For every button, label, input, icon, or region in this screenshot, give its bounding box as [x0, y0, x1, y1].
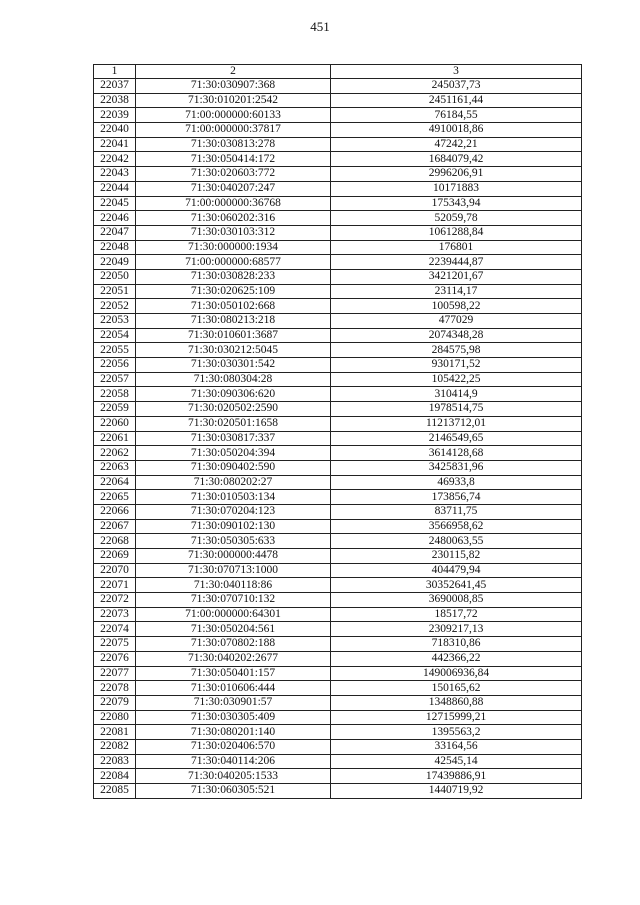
row-number-cell: 22084 — [94, 769, 136, 784]
table-row — [94, 284, 582, 299]
cadastral-value-cell: 175343,94 — [331, 196, 582, 211]
cadastral-value-cell: 442366,22 — [331, 651, 582, 666]
cadastral-number-cell: 71:30:030301:542 — [136, 358, 331, 373]
cadastral-number-cell: 71:30:050204:394 — [136, 446, 331, 461]
cadastral-number-cell: 71:30:080304:28 — [136, 372, 331, 387]
cadastral-value-cell: 3421201,67 — [331, 269, 582, 284]
cadastral-number-cell: 71:30:030817:337 — [136, 431, 331, 446]
table-row — [94, 123, 582, 138]
row-number-cell: 22082 — [94, 739, 136, 754]
cadastral-value-cell: 404479,94 — [331, 563, 582, 578]
cadastral-number-cell: 71:30:050401:157 — [136, 666, 331, 681]
table-row — [94, 431, 582, 446]
cadastral-value-cell: 2996206,91 — [331, 167, 582, 182]
table-body — [94, 65, 582, 799]
row-number-cell: 22054 — [94, 328, 136, 343]
table-row — [94, 387, 582, 402]
cadastral-value-cell: 18517,72 — [331, 607, 582, 622]
table-row — [94, 225, 582, 240]
cadastral-number-cell: 71:30:040114:206 — [136, 754, 331, 769]
cadastral-value-cell: 2451161,44 — [331, 93, 582, 108]
cadastral-number-cell: 71:30:020603:772 — [136, 167, 331, 182]
table-row — [94, 240, 582, 255]
cadastral-value-cell: 2074348,28 — [331, 328, 582, 343]
table-row — [94, 681, 582, 696]
row-number-cell: 22075 — [94, 637, 136, 652]
cadastral-number-cell: 71:30:070710:132 — [136, 593, 331, 608]
cadastral-number-cell: 71:00:000000:37817 — [136, 123, 331, 138]
cadastral-value-cell: 1440719,92 — [331, 784, 582, 799]
table-row — [94, 181, 582, 196]
cadastral-value-cell: 3566958,62 — [331, 519, 582, 534]
cadastral-number-cell: 71:30:030901:57 — [136, 695, 331, 710]
row-number-cell: 22072 — [94, 593, 136, 608]
cadastral-value-cell: 477029 — [331, 314, 582, 329]
row-number-cell: 22078 — [94, 681, 136, 696]
table-row — [94, 725, 582, 740]
row-number-cell: 22040 — [94, 123, 136, 138]
page-number: 451 — [310, 19, 330, 34]
table-row — [94, 255, 582, 270]
table-row — [94, 754, 582, 769]
row-number-cell: 22045 — [94, 196, 136, 211]
cadastral-value-cell: 2239444,87 — [331, 255, 582, 270]
row-number-cell: 22067 — [94, 519, 136, 534]
table-row — [94, 666, 582, 681]
table-row — [94, 108, 582, 123]
cadastral-value-cell: 10171883 — [331, 181, 582, 196]
table-row — [94, 328, 582, 343]
row-number-cell: 22057 — [94, 372, 136, 387]
cadastral-number-cell: 71:30:080202:27 — [136, 475, 331, 490]
table-row — [94, 137, 582, 152]
cadastral-value-cell: 1395563,2 — [331, 725, 582, 740]
cadastral-value-cell: 230115,82 — [331, 549, 582, 564]
cadastral-number-cell: 71:30:020625:109 — [136, 284, 331, 299]
cadastral-number-cell: 71:30:030305:409 — [136, 710, 331, 725]
row-number-cell: 22077 — [94, 666, 136, 681]
cadastral-value-cell: 310414,9 — [331, 387, 582, 402]
table-row — [94, 446, 582, 461]
cadastral-number-cell: 71:30:040202:2677 — [136, 651, 331, 666]
cadastral-value-cell: 42545,14 — [331, 754, 582, 769]
cadastral-number-cell: 71:30:090102:130 — [136, 519, 331, 534]
row-number-cell: 22083 — [94, 754, 136, 769]
cadastral-number-cell: 71:30:070204:123 — [136, 504, 331, 519]
row-number-cell: 22037 — [94, 79, 136, 94]
table-row — [94, 695, 582, 710]
cadastral-value-cell: 173856,74 — [331, 490, 582, 505]
cadastral-value-cell: 46933,8 — [331, 475, 582, 490]
cadastral-value-cell: 100598,22 — [331, 299, 582, 314]
cadastral-value-cell: 83711,75 — [331, 504, 582, 519]
row-number-cell: 22080 — [94, 710, 136, 725]
table-row — [94, 607, 582, 622]
cadastral-value-cell: 150165,62 — [331, 681, 582, 696]
column-header-number: 1 — [94, 65, 136, 79]
row-number-cell: 22073 — [94, 607, 136, 622]
row-number-cell: 22063 — [94, 460, 136, 475]
row-number-cell: 22041 — [94, 137, 136, 152]
row-number-cell: 22058 — [94, 387, 136, 402]
cadastral-value-cell: 2146549,65 — [331, 431, 582, 446]
cadastral-number-cell: 71:30:050414:172 — [136, 152, 331, 167]
row-number-cell: 22079 — [94, 695, 136, 710]
cadastral-value-cell: 1978514,75 — [331, 402, 582, 417]
table-header-row — [94, 65, 582, 79]
cadastral-value-cell: 4910018,86 — [331, 123, 582, 138]
cadastral-number-cell: 71:30:090306:620 — [136, 387, 331, 402]
table-row — [94, 343, 582, 358]
cadastral-value-cell: 105422,25 — [331, 372, 582, 387]
cadastral-number-cell: 71:00:000000:60133 — [136, 108, 331, 123]
cadastral-value-table — [93, 64, 582, 799]
cadastral-value-cell: 284575,98 — [331, 343, 582, 358]
table-row — [94, 784, 582, 799]
row-number-cell: 22046 — [94, 211, 136, 226]
table-row — [94, 93, 582, 108]
table-row — [94, 269, 582, 284]
cadastral-number-cell: 71:30:040205:1533 — [136, 769, 331, 784]
table-row — [94, 593, 582, 608]
cadastral-value-cell: 176801 — [331, 240, 582, 255]
cadastral-number-cell: 71:30:080213:218 — [136, 314, 331, 329]
cadastral-number-cell: 71:00:000000:68577 — [136, 255, 331, 270]
row-number-cell: 22050 — [94, 269, 136, 284]
cadastral-number-cell: 71:30:060202:316 — [136, 211, 331, 226]
table-row — [94, 211, 582, 226]
table-row — [94, 79, 582, 94]
cadastral-number-cell: 71:30:070713:1000 — [136, 563, 331, 578]
cadastral-number-cell: 71:30:050305:633 — [136, 534, 331, 549]
cadastral-number-cell: 71:30:020406:570 — [136, 739, 331, 754]
table-row — [94, 358, 582, 373]
cadastral-value-cell: 52059,78 — [331, 211, 582, 226]
cadastral-number-cell: 71:30:010606:444 — [136, 681, 331, 696]
table-row — [94, 196, 582, 211]
row-number-cell: 22059 — [94, 402, 136, 417]
cadastral-number-cell: 71:00:000000:36768 — [136, 196, 331, 211]
table-row — [94, 549, 582, 564]
table-row — [94, 372, 582, 387]
row-number-cell: 22039 — [94, 108, 136, 123]
cadastral-number-cell: 71:30:030103:312 — [136, 225, 331, 240]
cadastral-value-cell: 149006936,84 — [331, 666, 582, 681]
row-number-cell: 22049 — [94, 255, 136, 270]
row-number-cell: 22074 — [94, 622, 136, 637]
row-number-cell: 22055 — [94, 343, 136, 358]
cadastral-number-cell: 71:30:030828:233 — [136, 269, 331, 284]
cadastral-number-cell: 71:30:060305:521 — [136, 784, 331, 799]
cadastral-number-cell: 71:30:010201:2542 — [136, 93, 331, 108]
cadastral-number-cell: 71:30:030907:368 — [136, 79, 331, 94]
table-row — [94, 475, 582, 490]
cadastral-value-cell: 11213712,01 — [331, 416, 582, 431]
row-number-cell: 22069 — [94, 549, 136, 564]
table-row — [94, 519, 582, 534]
cadastral-value-cell: 76184,55 — [331, 108, 582, 123]
row-number-cell: 22076 — [94, 651, 136, 666]
table-row — [94, 769, 582, 784]
row-number-cell: 22065 — [94, 490, 136, 505]
row-number-cell: 22053 — [94, 314, 136, 329]
row-number-cell: 22085 — [94, 784, 136, 799]
cadastral-value-cell: 12715999,21 — [331, 710, 582, 725]
cadastral-number-cell: 71:30:080201:140 — [136, 725, 331, 740]
table-row — [94, 152, 582, 167]
table-row — [94, 651, 582, 666]
table-row — [94, 490, 582, 505]
table-row — [94, 563, 582, 578]
cadastral-value-cell: 3690008,85 — [331, 593, 582, 608]
cadastral-value-cell: 1348860,88 — [331, 695, 582, 710]
column-header-value: 3 — [331, 65, 582, 79]
cadastral-number-cell: 71:30:000000:1934 — [136, 240, 331, 255]
cadastral-value-cell: 245037,73 — [331, 79, 582, 94]
cadastral-number-cell: 71:30:030212:5045 — [136, 343, 331, 358]
cadastral-number-cell: 71:30:050102:668 — [136, 299, 331, 314]
cadastral-number-cell: 71:30:020502:2590 — [136, 402, 331, 417]
row-number-cell: 22071 — [94, 578, 136, 593]
cadastral-number-cell: 71:30:040207:247 — [136, 181, 331, 196]
row-number-cell: 22051 — [94, 284, 136, 299]
cadastral-value-cell: 30352641,45 — [331, 578, 582, 593]
cadastral-number-cell: 71:30:040118:86 — [136, 578, 331, 593]
table-row — [94, 314, 582, 329]
table-row — [94, 460, 582, 475]
row-number-cell: 22047 — [94, 225, 136, 240]
cadastral-number-cell: 71:30:070802:188 — [136, 637, 331, 652]
table-row — [94, 710, 582, 725]
cadastral-number-cell: 71:30:050204:561 — [136, 622, 331, 637]
cadastral-value-cell: 3614128,68 — [331, 446, 582, 461]
row-number-cell: 22064 — [94, 475, 136, 490]
table-row — [94, 299, 582, 314]
row-number-cell: 22038 — [94, 93, 136, 108]
cadastral-value-cell: 23114,17 — [331, 284, 582, 299]
row-number-cell: 22044 — [94, 181, 136, 196]
row-number-cell: 22081 — [94, 725, 136, 740]
table-row — [94, 416, 582, 431]
row-number-cell: 22061 — [94, 431, 136, 446]
cadastral-value-cell: 33164,56 — [331, 739, 582, 754]
row-number-cell: 22068 — [94, 534, 136, 549]
cadastral-number-cell: 71:30:090402:590 — [136, 460, 331, 475]
row-number-cell: 22066 — [94, 504, 136, 519]
row-number-cell: 22060 — [94, 416, 136, 431]
table-row — [94, 402, 582, 417]
cadastral-value-cell: 2309217,13 — [331, 622, 582, 637]
cadastral-value-cell: 47242,21 — [331, 137, 582, 152]
cadastral-number-cell: 71:00:000000:64301 — [136, 607, 331, 622]
cadastral-value-cell: 2480063,55 — [331, 534, 582, 549]
row-number-cell: 22070 — [94, 563, 136, 578]
column-header-cadastral-number: 2 — [136, 65, 331, 79]
row-number-cell: 22048 — [94, 240, 136, 255]
table-row — [94, 637, 582, 652]
row-number-cell: 22056 — [94, 358, 136, 373]
table-row — [94, 534, 582, 549]
row-number-cell: 22043 — [94, 167, 136, 182]
cadastral-number-cell: 71:30:020501:1658 — [136, 416, 331, 431]
cadastral-value-cell: 17439886,91 — [331, 769, 582, 784]
cadastral-value-cell: 718310,86 — [331, 637, 582, 652]
row-number-cell: 22062 — [94, 446, 136, 461]
table-row — [94, 622, 582, 637]
table-row — [94, 504, 582, 519]
table-row — [94, 167, 582, 182]
cadastral-number-cell: 71:30:010601:3687 — [136, 328, 331, 343]
cadastral-value-cell: 1061288,84 — [331, 225, 582, 240]
row-number-cell: 22052 — [94, 299, 136, 314]
cadastral-value-cell: 930171,52 — [331, 358, 582, 373]
cadastral-number-cell: 71:30:000000:4478 — [136, 549, 331, 564]
cadastral-value-cell: 1684079,42 — [331, 152, 582, 167]
cadastral-value-cell: 3425831,96 — [331, 460, 582, 475]
cadastral-number-cell: 71:30:010503:134 — [136, 490, 331, 505]
table-row — [94, 578, 582, 593]
row-number-cell: 22042 — [94, 152, 136, 167]
table-row — [94, 739, 582, 754]
cadastral-number-cell: 71:30:030813:278 — [136, 137, 331, 152]
